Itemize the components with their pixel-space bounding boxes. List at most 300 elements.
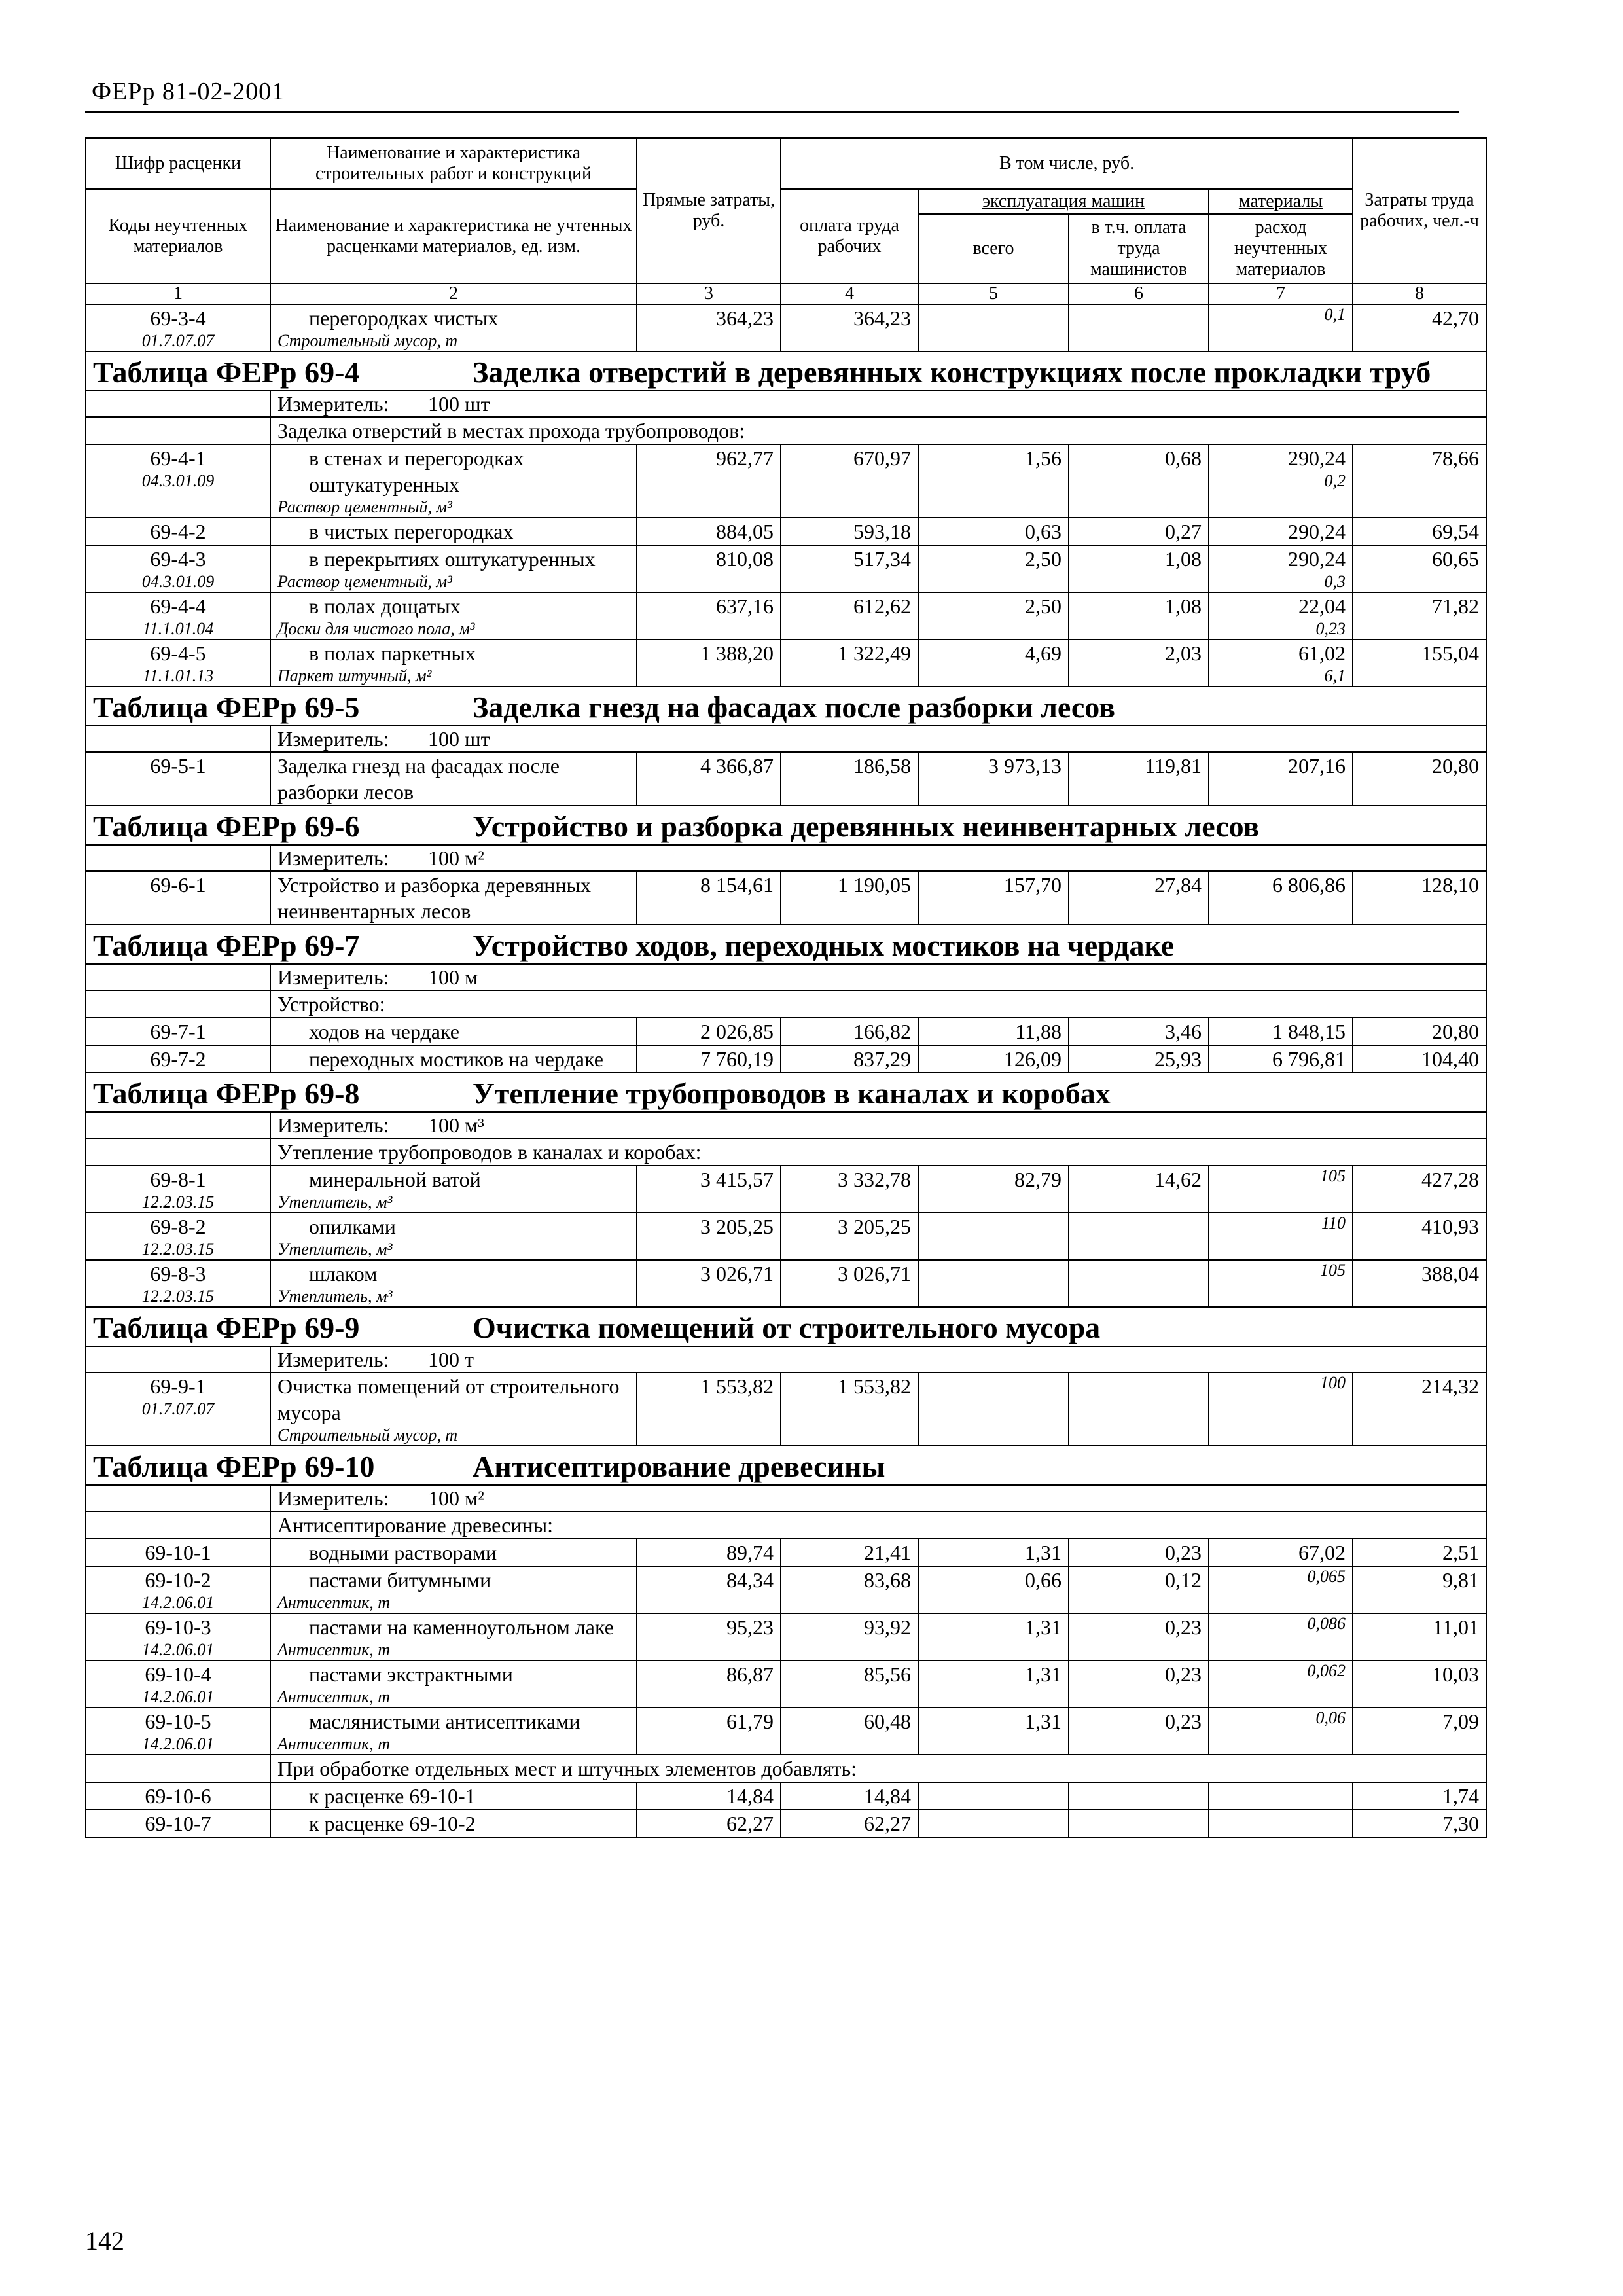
materials-cell (1209, 1045, 1353, 1073)
rate-name-cell (270, 639, 637, 687)
section-note: Заделка отверстий в местах прохода трубопроводов: (270, 417, 1486, 444)
material-quantity: 105 (1320, 1166, 1346, 1185)
measure-unit: 100 м³ (428, 1113, 484, 1137)
labor-hours: 60,65 (1353, 545, 1486, 592)
labor-hours: 427,28 (1353, 1166, 1486, 1213)
material-quantity: 0,1 (1324, 305, 1346, 324)
material-quantity: 0,062 (1307, 1661, 1346, 1680)
materials-cost: 1 848,15 (1272, 1020, 1346, 1043)
operators-cost: 0,12 (1069, 1566, 1209, 1613)
operators-cost: 2,03 (1069, 639, 1209, 687)
operators-cost: 0,27 (1069, 518, 1209, 545)
materials-cell (1209, 1708, 1353, 1755)
rate-name: в перекрытиях оштукатуренных (309, 547, 596, 571)
material-quantity: 105 (1320, 1261, 1346, 1280)
material-code: 11.1.01.04 (142, 619, 214, 638)
material-code: 04.3.01.09 (141, 572, 215, 591)
measure-row (86, 1485, 1486, 1511)
rate-code: 69-4-4 (150, 594, 206, 618)
table-title-cell (86, 687, 1486, 726)
table-title: Заделка гнезд на фасадах после разборки лесов (473, 691, 1115, 724)
material-code: 11.1.01.13 (142, 666, 214, 685)
labor-cost: 1 190,05 (781, 871, 918, 925)
rate-name: в полах паркетных (309, 641, 476, 665)
col1-top-header: Шифр расценки (86, 138, 270, 189)
operators-cost: 0,23 (1069, 1708, 1209, 1755)
table-title-row (86, 806, 1486, 845)
rate-name-cell (270, 545, 637, 592)
machines-cost: 1,31 (918, 1708, 1069, 1755)
rate-name-cell (270, 1539, 637, 1566)
table-title: Утепление трубопроводов в каналах и коробах (473, 1077, 1111, 1110)
rate-row (86, 1566, 1486, 1613)
rate-row (86, 1782, 1486, 1810)
material-name: Антисептик, т (277, 1640, 391, 1659)
materials-cell (1209, 518, 1353, 545)
col3-header: Прямые затраты, руб. (637, 138, 781, 283)
materials-cell (1209, 871, 1353, 925)
rate-row (86, 1166, 1486, 1213)
col7-header: расход неучтенных материалов (1209, 214, 1353, 283)
table-label: Таблица ФЕРр 69-7 (93, 929, 360, 962)
direct-cost: 1 388,20 (637, 639, 781, 687)
measure-cell (270, 1346, 1486, 1372)
material-code: 14.2.06.01 (141, 1734, 215, 1753)
rate-name-cell (270, 1613, 637, 1660)
labor-cost: 83,68 (781, 1566, 918, 1613)
material-name: Строительный мусор, т (277, 331, 458, 350)
material-name: Антисептик, т (277, 1687, 391, 1706)
labor-hours: 388,04 (1353, 1260, 1486, 1307)
measure-row (86, 1346, 1486, 1372)
operators-cost (1069, 1782, 1209, 1810)
empty-cell (86, 845, 270, 871)
rate-code: 69-10-1 (145, 1541, 211, 1564)
machines-cost (918, 1372, 1069, 1446)
table-title-cell (86, 1073, 1486, 1112)
section-note: При обработке отдельных мест и штучных элементов добавлять: (270, 1755, 1486, 1782)
rate-code-cell (86, 752, 270, 806)
material-name: Утеплитель, м³ (277, 1240, 393, 1259)
rate-name: водными растворами (309, 1541, 497, 1564)
material-quantity: 110 (1321, 1213, 1346, 1232)
labor-cost: 186,58 (781, 752, 918, 806)
measure-unit: 100 м (428, 965, 478, 989)
header-row-1 (86, 138, 1486, 189)
rate-row (86, 518, 1486, 545)
measure-cell (270, 845, 1486, 871)
section-note-row (86, 1511, 1486, 1539)
rate-code: 69-10-3 (145, 1615, 211, 1639)
measure-label: Измеритель: (277, 727, 389, 751)
empty-cell (86, 391, 270, 417)
column-number: 3 (637, 283, 781, 304)
machines-cost: 1,31 (918, 1613, 1069, 1660)
rate-code-cell (86, 1810, 270, 1837)
direct-cost: 4 366,87 (637, 752, 781, 806)
materials-cell (1209, 1613, 1353, 1660)
rate-code-cell (86, 1260, 270, 1307)
rate-code-cell (86, 1782, 270, 1810)
rate-row (86, 444, 1486, 518)
rate-code-cell (86, 518, 270, 545)
materials-cell (1209, 545, 1353, 592)
rate-code: 69-9-1 (150, 1374, 206, 1398)
rate-code-cell (86, 444, 270, 518)
direct-cost: 1 553,82 (637, 1372, 781, 1446)
table-title: Устройство ходов, переходных мостиков на чердаке (473, 929, 1175, 962)
rate-code-cell (86, 1660, 270, 1708)
machines-cost: 0,63 (918, 518, 1069, 545)
machines-header: эксплуатация машин (918, 189, 1209, 214)
column-numbers-row (86, 283, 1486, 304)
measure-cell (270, 391, 1486, 417)
rate-name-cell (270, 518, 637, 545)
table-label: Таблица ФЕРр 69-4 (93, 355, 360, 389)
measure-label: Измеритель: (277, 1348, 389, 1371)
material-quantity: 0,06 (1315, 1708, 1346, 1727)
labor-hours: 11,01 (1353, 1613, 1486, 1660)
labor-hours: 155,04 (1353, 639, 1486, 687)
material-name: Антисептик, т (277, 1593, 391, 1612)
rate-name-cell (270, 1566, 637, 1613)
group-header: В том числе, руб. (781, 138, 1353, 189)
rate-name: ходов на чердаке (309, 1020, 459, 1043)
materials-cell (1209, 1372, 1353, 1446)
machines-cost: 1,31 (918, 1660, 1069, 1708)
table-title: Очистка помещений от строительного мусора (473, 1311, 1101, 1344)
rate-row (86, 1372, 1486, 1446)
operators-cost: 25,93 (1069, 1045, 1209, 1073)
labor-cost: 837,29 (781, 1045, 918, 1073)
labor-hours: 214,32 (1353, 1372, 1486, 1446)
measure-row (86, 726, 1486, 752)
empty-cell (86, 990, 270, 1018)
rate-name-cell (270, 1018, 637, 1045)
material-quantity: 0,2 (1324, 471, 1346, 490)
materials-cell (1209, 1166, 1353, 1213)
materials-cost: 207,16 (1288, 754, 1346, 778)
material-name: Доски для чистого пола, м³ (277, 619, 475, 638)
column-number: 4 (781, 283, 918, 304)
table-title: Устройство и разборка деревянных неинвентарных лесов (473, 810, 1260, 843)
rate-code: 69-4-2 (150, 520, 206, 543)
labor-hours: 1,74 (1353, 1782, 1486, 1810)
rate-code: 69-10-4 (145, 1662, 211, 1686)
material-name: Утеплитель, м³ (277, 1193, 393, 1211)
rate-code-cell (86, 304, 270, 351)
labor-cost: 3 026,71 (781, 1260, 918, 1307)
labor-hours: 7,30 (1353, 1810, 1486, 1837)
rate-name: к расценке 69-10-2 (309, 1812, 476, 1835)
section-note-row (86, 417, 1486, 444)
machines-cost: 2,50 (918, 592, 1069, 639)
rate-code: 69-10-7 (145, 1812, 211, 1835)
rate-code: 69-5-1 (150, 754, 206, 778)
rate-row (86, 304, 1486, 351)
rate-code: 69-7-1 (150, 1020, 206, 1043)
measure-row (86, 391, 1486, 417)
labor-hours: 78,66 (1353, 444, 1486, 518)
column-number: 8 (1353, 283, 1486, 304)
materials-cell (1209, 1018, 1353, 1045)
materials-header: материалы (1209, 189, 1353, 214)
measure-cell (270, 726, 1486, 752)
labor-hours: 42,70 (1353, 304, 1486, 351)
rate-name-cell (270, 304, 637, 351)
machines-cost (918, 1810, 1069, 1837)
column-number: 5 (918, 283, 1069, 304)
rate-name-cell (270, 592, 637, 639)
table-title-row (86, 1307, 1486, 1346)
machines-cost: 0,66 (918, 1566, 1069, 1613)
table-label: Таблица ФЕРр 69-8 (93, 1077, 360, 1110)
materials-cell (1209, 1782, 1353, 1810)
labor-cost: 166,82 (781, 1018, 918, 1045)
materials-cell (1209, 444, 1353, 518)
direct-cost: 7 760,19 (637, 1045, 781, 1073)
material-code: 12.2.03.15 (141, 1287, 215, 1306)
materials-cost: 290,24 (1288, 520, 1346, 543)
rate-name: минеральной ватой (309, 1168, 481, 1191)
machines-cost: 2,50 (918, 545, 1069, 592)
measure-unit: 100 м² (428, 846, 484, 870)
rate-row (86, 639, 1486, 687)
material-code: 12.2.03.15 (141, 1240, 215, 1259)
labor-hours: 69,54 (1353, 518, 1486, 545)
measure-cell (270, 964, 1486, 990)
labor-hours: 128,10 (1353, 871, 1486, 925)
materials-cost: 290,24 (1288, 446, 1346, 470)
materials-cost: 6 796,81 (1272, 1047, 1346, 1071)
labor-hours: 9,81 (1353, 1566, 1486, 1613)
rate-code: 69-10-6 (145, 1784, 211, 1808)
materials-cell (1209, 304, 1353, 351)
operators-cost: 14,62 (1069, 1166, 1209, 1213)
direct-cost: 3 415,57 (637, 1166, 781, 1213)
rate-code-cell (86, 1566, 270, 1613)
direct-cost: 95,23 (637, 1613, 781, 1660)
rate-code-cell (86, 1166, 270, 1213)
rate-name: Очистка помещений от строительного мусора (277, 1374, 620, 1424)
rate-name: опилками (309, 1215, 396, 1238)
table-title-cell (86, 351, 1486, 391)
col8-header: Затраты труда рабочих, чел.-ч (1353, 138, 1486, 283)
materials-cell (1209, 1660, 1353, 1708)
machines-cost (918, 1260, 1069, 1307)
operators-cost: 27,84 (1069, 871, 1209, 925)
labor-cost: 517,34 (781, 545, 918, 592)
material-code: 14.2.06.01 (141, 1687, 215, 1706)
rate-code: 69-4-5 (150, 641, 206, 665)
empty-cell (86, 417, 270, 444)
rate-code-cell (86, 639, 270, 687)
labor-hours: 7,09 (1353, 1708, 1486, 1755)
materials-cost: 290,24 (1288, 547, 1346, 571)
measure-row (86, 964, 1486, 990)
col4-header: оплата труда рабочих (781, 189, 918, 283)
direct-cost: 962,77 (637, 444, 781, 518)
rate-code: 69-10-5 (145, 1710, 211, 1733)
labor-cost: 1 553,82 (781, 1372, 918, 1446)
rate-code: 69-8-2 (150, 1215, 206, 1238)
rate-name: Заделка гнезд на фасадах после разборки лесов (277, 754, 560, 804)
table-title-cell (86, 925, 1486, 964)
measure-cell (270, 1112, 1486, 1138)
empty-cell (86, 1138, 270, 1166)
rate-name: пастами на каменноугольном лаке (309, 1615, 614, 1639)
rate-name-cell (270, 1166, 637, 1213)
rate-name: перегородках чистых (309, 306, 499, 330)
rate-name: переходных мостиков на чердаке (309, 1047, 603, 1071)
measure-label: Измеритель: (277, 1113, 389, 1137)
column-number: 1 (86, 283, 270, 304)
rate-code: 69-8-1 (150, 1168, 206, 1191)
rate-name-cell (270, 1372, 637, 1446)
material-name: Раствор цементный, м³ (277, 497, 452, 516)
section-note-row (86, 1138, 1486, 1166)
material-code: 04.3.01.09 (141, 471, 215, 490)
direct-cost: 2 026,85 (637, 1018, 781, 1045)
rate-code: 69-4-1 (150, 446, 206, 470)
labor-cost: 3 332,78 (781, 1166, 918, 1213)
direct-cost: 3 205,25 (637, 1213, 781, 1260)
rate-row (86, 1613, 1486, 1660)
rate-row (86, 1539, 1486, 1566)
col1-bottom-header: Коды неучтенных материалов (86, 189, 270, 283)
table-label: Таблица ФЕРр 69-5 (93, 691, 360, 724)
material-code: 01.7.07.07 (141, 1399, 215, 1418)
rate-code-cell (86, 1708, 270, 1755)
material-quantity: 0,3 (1324, 572, 1346, 591)
table-title-row (86, 1446, 1486, 1485)
measure-row (86, 1112, 1486, 1138)
header-rule (85, 111, 1459, 113)
section-note: Антисептирование древесины: (270, 1511, 1486, 1539)
empty-cell (86, 1485, 270, 1511)
rate-code: 69-3-4 (150, 306, 206, 330)
rate-name-cell (270, 1782, 637, 1810)
material-quantity: 0,23 (1315, 619, 1346, 638)
material-name: Утеплитель, м³ (277, 1287, 393, 1306)
machines-cost: 11,88 (918, 1018, 1069, 1045)
rate-name-cell (270, 871, 637, 925)
rate-code-cell (86, 1613, 270, 1660)
table-title-row (86, 925, 1486, 964)
machines-cost: 3 973,13 (918, 752, 1069, 806)
measure-label: Измеритель: (277, 1486, 389, 1510)
material-code: 12.2.03.15 (141, 1193, 215, 1211)
direct-cost: 62,27 (637, 1810, 781, 1837)
rate-name: шлаком (309, 1262, 378, 1285)
operators-cost: 0,23 (1069, 1613, 1209, 1660)
operators-cost: 0,23 (1069, 1660, 1209, 1708)
operators-cost (1069, 1260, 1209, 1307)
material-quantity: 6,1 (1324, 666, 1346, 685)
operators-cost: 0,23 (1069, 1539, 1209, 1566)
rate-name: Устройство и разборка деревянных неинвентарных лесов (277, 873, 591, 923)
empty-cell (86, 1755, 270, 1782)
material-quantity: 0,065 (1307, 1567, 1346, 1586)
labor-cost: 14,84 (781, 1782, 918, 1810)
rate-row (86, 1018, 1486, 1045)
rate-row (86, 1810, 1486, 1837)
measure-unit: 100 шт (428, 392, 490, 416)
labor-hours: 10,03 (1353, 1660, 1486, 1708)
rate-name-cell (270, 752, 637, 806)
operators-cost: 0,68 (1069, 444, 1209, 518)
rate-name: в полах дощатых (309, 594, 461, 618)
rate-code-cell (86, 545, 270, 592)
machines-cost (918, 304, 1069, 351)
labor-cost: 93,92 (781, 1613, 918, 1660)
materials-cost: 67,02 (1298, 1541, 1346, 1564)
material-code: 14.2.06.01 (141, 1640, 215, 1659)
rate-name: пастами битумными (309, 1568, 491, 1592)
material-name: Строительный мусор, т (277, 1426, 458, 1444)
material-quantity: 100 (1320, 1373, 1346, 1392)
empty-cell (86, 1511, 270, 1539)
empty-cell (86, 726, 270, 752)
measure-unit: 100 м² (428, 1486, 484, 1510)
measure-row (86, 845, 1486, 871)
table-title-cell (86, 1307, 1486, 1346)
labor-cost: 62,27 (781, 1810, 918, 1837)
direct-cost: 810,08 (637, 545, 781, 592)
table-title-row (86, 687, 1486, 726)
column-number: 6 (1069, 283, 1209, 304)
labor-cost: 21,41 (781, 1539, 918, 1566)
material-name: Паркет штучный, м² (277, 666, 432, 685)
direct-cost: 86,87 (637, 1660, 781, 1708)
labor-hours: 20,80 (1353, 1018, 1486, 1045)
rate-code: 69-8-3 (150, 1262, 206, 1285)
materials-cost: 6 806,86 (1272, 873, 1346, 897)
document-header: ФЕРр 81-02-2001 (92, 78, 285, 105)
measure-label: Измеритель: (277, 392, 389, 416)
direct-cost: 61,79 (637, 1708, 781, 1755)
operators-cost (1069, 304, 1209, 351)
operators-cost (1069, 1810, 1209, 1837)
col2-top-header: Наименование и характеристика строительных работ и конструкций (270, 138, 637, 189)
operators-cost (1069, 1213, 1209, 1260)
page-number: 142 (85, 2226, 124, 2255)
rate-row (86, 1708, 1486, 1755)
table-title: Антисептирование древесины (473, 1450, 885, 1483)
measure-label: Измеритель: (277, 965, 389, 989)
operators-cost: 1,08 (1069, 592, 1209, 639)
rate-code-cell (86, 1018, 270, 1045)
direct-cost: 89,74 (637, 1539, 781, 1566)
rate-code: 69-4-3 (150, 547, 206, 571)
direct-cost: 3 026,71 (637, 1260, 781, 1307)
section-note-row (86, 990, 1486, 1018)
direct-cost: 8 154,61 (637, 871, 781, 925)
materials-cell (1209, 752, 1353, 806)
col6-header: в т.ч. оплата труда машинистов (1069, 214, 1209, 283)
machines-cost (918, 1782, 1069, 1810)
table-title-cell (86, 1446, 1486, 1485)
labor-hours: 104,40 (1353, 1045, 1486, 1073)
rate-name: пастами экстрактными (309, 1662, 513, 1686)
material-quantity: 0,086 (1307, 1614, 1346, 1633)
materials-cell (1209, 592, 1353, 639)
rate-row (86, 1260, 1486, 1307)
rate-code-cell (86, 1045, 270, 1073)
rate-name-cell (270, 1660, 637, 1708)
table-title-row (86, 351, 1486, 391)
machines-cost: 82,79 (918, 1166, 1069, 1213)
